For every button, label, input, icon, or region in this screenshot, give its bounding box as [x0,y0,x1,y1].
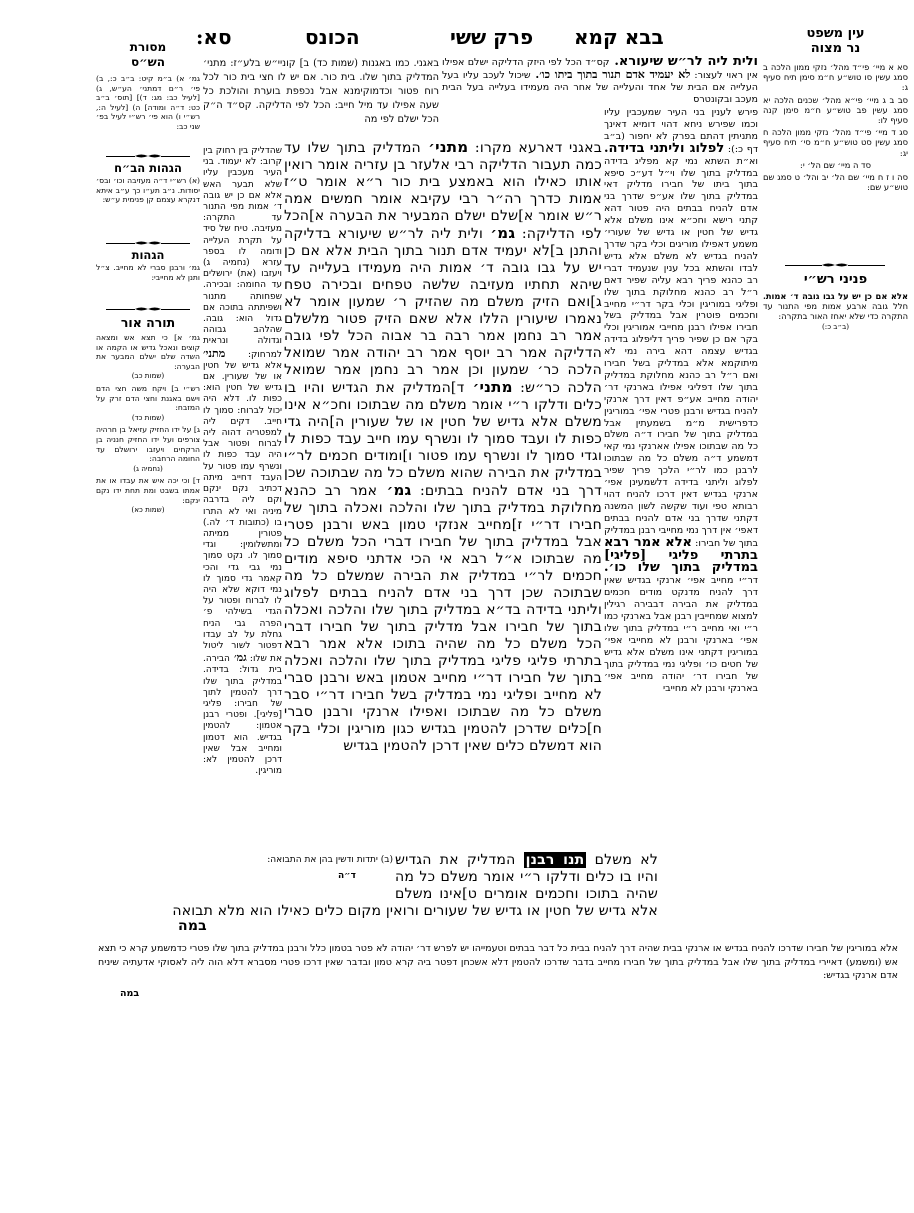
torah-or-cite: (שמות כא) [131,505,165,515]
pninei-rashi-lead: אלא אם כן יש על גבו גובה ד׳ אמות. [763,291,908,301]
torah-or-entry: גמ׳ א] כי תצא אש ומצאה קוצים ונאכל גדיש או הקמה או השדה שלם ישלם המבער את הבערה: (שמות כב) [96,333,200,381]
torah-or-entry: ג] על ידו החזיק עזיאל בן חרהיה צורפים ועל ידו החזיק חנניה בן הרקחים ויעזבו ירושלם עד החומה הרחבה: (נחמיה ג) [96,425,200,473]
gemara-text: אמר רב כהנא מחלוקת במדליק בתוך שלו והלכה ואכלה בתוך של חבירו דר״י ז]מחייב אנזקי טמון באש ורבנן פטרי אבל במדליק בתוך של חבירו דברי הכל משלם כל מה שבתוכו א״ל רבא אי הכי אדתני סיפא מודים חכמים לר״י במדליק את הבירה שמשלם כל מה שבתוכה שכן דרך בני אדם להניח בבתים לפלוג וליתני בדידה בד״א במדליק בתוך שלו והלכה ואכלה בתוך של חבירו אבל מדליק בתוך של חבירו דברי הכל משלם כל מה שהיה בתוכו אלא אמר רבא בתרתי פליגי פליגי במדליק בתוך שלו והלכה ואכלה בתוך של חבירו דר״י מחייב אטמון באש ורבנן סברי לא מחייב ופליגי נמי במדליק בשל חבירו דר״י סבר משלם כל מה שבתוכו ואפילו ארנקי ורבנן סברי ח]כלים שדרכן להטמין בגדיש כגון מוריגין וכלי בקר הוא דמשלם כלים שאין דרכן להטמין בגדיש [284,483,602,754]
tosafot-text: וא״ת השתא נמי קא מפליג בדידה במדליק בתוך שלו וי״ל דע״כ סיפא בתוך ביתו של חבירו מדליק דאי במדליק בתוך שלו אע״פ שדרך בני אדם להניח בבתים היה פטור דהא קתני רישא וחכ״א אינו משלם אלא גדיש של חטין או גדיש של שעורי׳ משמע דאפילו מוריגים וכלי בקר שדרך להניח בגדיש לא משלם אלא גדיש לבדו והשתא בכל ענין שנעמיד דברי רב כהנא פריך רבא עליה שפיר דאם ר״ל רב כהנא מחלוקת בתוך שלו ופליגי במוריגין וכלי בקר דר״י מחייב וחכמים פוטרין אבל במדליק בשל חבירו אפילו רבנן מחייבי אמוריגין וכלי בקר אם כן שפיר פריך דליפלוג בדידה בגדיש עצמה דהא בירה נמי לא מיתוקמא אלא במדליק בשל חבירו ואם ר״ל רב כהנא מחלוקת במדליק בתוך שלו דפליגי אפילו בארנקי דר׳ יהודה מחייב אע״פ דאין דרך ארנקי להניח בגדיש ורבנן פטרי אפי׳ במוריגין כדפרישית מ״מ בשמעתין אבל במדליק בתוך של חבירו ד״ה משלם כל מה שבתוכו אפילו אארנקי נמי קאי דמשמע ד״ה משלם כל מה שבתוכו לרבנן כמו לר״י הלכך פריך שפיר לפלוג וליתני בדידה דלשמעינן אפי׳ ארנקי בגדיש דאין דרכו להניח דהוי רבותא טפי ועוד שקשה לשון המשנה דקתני שדרך בני אדם להניח בבתים דאפי׳ אין דרך נמי מחייבי רבנן במדליק בתוך של חבירו: [604,155,758,549]
divider-ornament-icon [822,262,848,268]
torah-or-cite: (שמות כד) [131,412,165,422]
gemara-highlighted-phrase: תנו רבנן [525,852,585,868]
gemara-text: ד]המדליק את הגדיש והיו בו כלים ודלקו ר״י אומר משלם מה שבתוכו וחכ״א אינו משלם אלא גדיש של חטין או של שעורין ה]היה גדי כפות לו ועבד סמוך לו ונשרף עמו חייב עבד כפות לו וגדי סמוך לו ונשרף עמו פטור ו]ומודים חכמים לר״י במדליק את הבירה שהוא משלם כל מה שבתוכה שכן דרך בני אדם להניח בבתים: [284,380,602,499]
torah-or-entry: רש״י ב] ויקח משה חצי הדם וישם באגנת וחצי הדם זרק על המזבח: (שמות כד) [96,383,200,422]
daf-number: סא: [196,25,232,49]
ein-mishpat-entry: סב ב ג מיי׳ פי״א מהל׳ שכנים הלכה יא סמג עשין פב טוש״ע ח״מ סימן קנה סעיף לו: [763,94,908,126]
ein-mishpat-title-line1: עין משפט [806,26,865,41]
section-divider [106,306,190,312]
masoret-title [96,40,200,70]
hagahot-text: גמ׳ ורבנן סברי לא מחייב. צ״ל ותנן לא מחייבי: [96,263,200,282]
pninei-rashi-cite: (ב״ב כ:) [821,321,850,331]
rashi-mishnah-marker: מתני׳ [203,346,226,360]
ein-mishpat-entry: סד ה מיי׳ שם הל׳ י: [800,159,871,170]
ein-mishpat-entry: סג ד מיי׳ פי״ד מהל׳ נזקי ממון הלכה ח סמג עשין סט טוש״ע ח״מ סי׳ תיח סעיף יג: [763,127,908,158]
gemara-column [284,139,602,851]
masoret-title-line1: מסורת [129,40,167,54]
gemara-gemara-marker: גמ׳ [483,224,516,242]
tosafot-column [604,107,758,941]
masoret-text: גמ׳ א) ב״מ קיט: ב״ב כ:, ב) פי׳ ר״ם דמתני׳ הע״ש, ג) [לעיל כב: מג: ד)] [תוס׳ ב״ב כט: ד״ה ומודה] ה) [לעיל ה:, רש״י ו) הוא פי׳ רש״י לעיל בפ׳ שני כב: [96,74,200,131]
gemara-mishnah-marker: מתני׳ [420,139,469,156]
rashi-gemara-marker: גמ׳ [229,651,247,665]
torah-or-title: תורה אור [120,315,176,330]
gemara-text: המדליק בתוך שלו עד כמה תעבור הדליקה רבי אלעזר בן עזריה אומר רואין אותו כאילו הוא באמצע בית כור ר״א אומר ט״ז אמות כדרך רה״ר רבי עקיבא אומר חמשים אמה ר״ש אומר א]שלם ישלם המבעיר את הבערה א]הכל לפי הדליקה: [284,140,602,242]
tosafot-headword: אלא אמר רבא בתרתי פליגי [פליגי] במדליק בתוך שלו כו׳. [604,534,758,576]
tosafot-top-block [442,56,758,106]
divider-ornament-icon [135,306,161,312]
torah-or-cite: (נחמיה ג) [133,463,163,473]
tosafot-text: קס״ד הכל לפי היזק הדליקה ישלם אפילו אין ראוי לעצור: [442,57,758,81]
torah-or-cite: (שמות כב) [131,371,165,381]
torah-or-entries [96,333,200,613]
gemara-wide-block [163,852,658,922]
tosafot-text: פירש לענין בני העיר שמעכבין עליו וכמו שפירש ניחא דהוי דומיא דאינך מתניתין דהתם בפרק לא יחפור (ב״ב דף כ:): [604,107,758,155]
tosafot-headword: ולית ליה לר״ש שיעורא. [609,56,758,69]
section-divider [106,153,190,159]
tosafot-text: דר״י מחייב אפי׳ ארנקי בגדיש שאין דרך להניח מדנקט מודים חכמים במדליק את הבירה דבבירה רגילין למצוא שמחייבין רבנן אבל בארנקי כמו ר״י ואי מחייב ר״י במדליק בתוך שלו אפי׳ בארנקי ורבנן לא מחייבי אפי׳ במוריגין דקתני אינו משלם אלא גדיש של חטים כו׳ ופליגי נמי במדליק בתוך של חבירו דר׳ יהודה מחייב אפי׳ בארנקי ורבנן לא מחייבי [604,575,758,694]
rashi-column [203,146,282,852]
gemara-text: באגני דארעא מקרו: [468,140,602,156]
gemara-text: המדליק את הגדיש והיו בו כלים ודלקו ר״י אומר משלם כל מה שהיה בתוכו וחכמים אומרים ט]אינו משלם אלא גדיש של חטין או גדיש של שעורים ורואין מקום כלים כאילו הוא מלא תבואה [172,852,658,919]
bach-title: הגהות הב״ח [114,161,182,175]
perek-name: הכונס [305,25,360,49]
tosafot-headword: לפלוג וליתני בדידה. [604,140,725,156]
bach-text: (א) רש״י ד״ה מעזיבה וכו׳ ובס׳ יסודות. נ״ב תע״ו כך ע״ב איתא דנקרא עצמם קן פנימית ע״ש: [96,176,200,205]
pninei-rashi-text [763,291,908,353]
rashi-text: הבירה. בית גדול: בדידה. במדליק בתוך שלו דרך להטמין לתוך של חבירו: פליגי [פליגי]. ופטרי רבנן אטמון: להטמין בגדיש. הוא דטמון ומחייב אבל שאין דרכן להטמין לא: מוריגין. [203,654,282,777]
gemara-gemara-marker: גמ׳ [377,481,412,499]
gemara-text: ולית ליה לר״ש שיעורא בדליקה והתנן ב]לא יעמיד אדם תנור בתוך הבית אלא אם כן יש על גבו גובה ד׳ אמות היה מעמידו בעלייה עד שיהא תחתיו מעזיבה שלשה טפחים ובכירה טפח ג]ואם הזיק משלם מה שהזיק ר׳ שמעון אומר לא נאמרו שיעורין הללו אלא שאם הזיק פטור מלשלם אמר רב נחמן אמר רבה בר אבוה הכל לפי גובה הדליקה אמר רב יוסף אמר רב יהודה אמר שמואל הלכה כר׳ שמעון וכן אמר רב נחמן אמר שמואל הלכה כר״ש: [284,226,602,396]
rashi-text: שהדליק בין רחוק בין קרוב: לא יעמוד. בני העיר מעכבין עליו שלא תבער האש אלא אם כן יש גובה ד׳ אמות מפי התנור עד התקרה: מעזיבה. טיח של סיד על תקרת העלייה ודומה לו בספר עזרא (נחמיה ג) ויעזבו (את) ירושלים עד החומה: ובכירה. שפחותה מתנור ושפיתתה בתוכה אם גדול הוא: גובה. שהלהב גבוהה וגדולה ונראית למרחוק: [203,146,282,360]
tosafot-text: שיכול לעכב עליו בעל העלייה אם הבית של אחד והעלייה של אחר היה מעמידו בעלייה בעל הבית מעכב ובקונטרס [442,69,758,105]
masoret-title-line2: הש״ס [130,55,166,69]
divider-ornament-icon [135,153,161,159]
perek-number: פרק ששי [450,25,534,49]
rashi-last-line: (ב) יתדות ודשין בהן את התבואה: [267,855,393,865]
rashi-top-block: באגני. כמו באגנות (שמות כד) ב] קוניי״ש בלע״ז: מתני׳ המדליק בתוך שלו. בית כור. אם יש לו חצי בית כור לכל רוח פטור וכדמוקימנא אבל נכפפת בוערת והולכת כל שעה אפילו עד מיל חייב: הכל לפי הדליקה. קס״ד ה״ק הכל ישלם לפי מה [203,58,439,125]
tosafot-catchword: במה [120,988,140,999]
gemara-mishnah-marker: מתני׳ [464,378,513,396]
pninei-rashi-title: פניני רש״י [803,272,868,287]
gemara-text: לא משלם [586,852,658,868]
rashi-catchword: ד״ה [338,871,356,881]
torah-or-entry: ד] וכי יכה איש את עבדו או את אמתו בשבט ומת תחת ידו נקם ינקם: (שמות כא) [96,476,200,515]
pninei-rashi-body: חלל גובה ארבע אמות מפי התנור עד התקרה כדי שלא יאחז האור בתקרה: [763,301,908,322]
ein-mishpat-title-line2: נר מצוה [810,41,861,56]
hagahot-title: הגהות [131,248,165,262]
section-divider [106,240,190,246]
tosafot-bottom-block: אלא במוריגין של חבירו שדרכו להניח בגדיש או ארנקי בבית שהיה דרך להניח בבית כל דבר בבתים וטעמייהו יש לפרש דר׳ יהודה לא פטר בטמון כלל ורבנן במדליק בתוך שלו פטרי כדמשמע קרא כי תצא אש (ומשמע) דאיירי במדליק בתוך שלו אבל במדליק בתוך של חבירו מחייב בדבר שדרכו להטמין דלא אשכחן דפטר ביה קרא טמון ובדבר שאין דרכו פטרי מסברא דלא הוה ליה לאסוקי אדעתיה שיניח אדם ארנקי בגדיש: [98,943,898,981]
divider-ornament-icon [135,240,161,246]
rashi-text: אלא גדיש של חטין או של שעורין. אם גדיש של חטין הוא: כפות לו. דלא היה יכול לברוח: סמוך לו חייב. דקים ליה למפטריה דהוה ליה לברוח ופטור אבל היה עבד כפות לו ונשרף עמו פטור על העבד דחייב מיתה דכתיב נקם ינקם וקם ליה בדרבה מיניה ואי לא התרו בו (כתובות ד׳ לה.) פטורין ממיתה ומתשלומין: וגדי סמוך לו. נקט סמוך נמי גבי גדי והכי קאמר גדי סמוך לו נמי דוקא שלא היה לו לברוח ופטור על הגדי בשילהי פ׳ הפרה גבי הניח גחלת על לב עבדו דפטור לשור ליטול את שלו: [203,360,282,665]
ein-mishpat-title [763,26,908,56]
ein-mishpat-entry: סא א מיי׳ פי״ד מהל׳ נזקי ממון הלכה ב סמג עשין סו טוש״ע ח״מ סימן תיח סעיף ג: [763,62,908,93]
masechet-name: בבא קמא [574,25,664,49]
ein-mishpat-entry: סה ו ז ח מיי׳ שם הל׳ יב והל׳ ט סמג שם טוש״ע שם: [763,172,908,193]
gemara-catchword: במה [178,918,207,934]
tosafot-headword: לא יעמיד אדם תנור בתוך ביתו כו׳. [530,67,691,81]
rashi-overlap-spacer [163,852,395,888]
section-divider [785,262,885,268]
ein-mishpat-entries [763,62,908,262]
